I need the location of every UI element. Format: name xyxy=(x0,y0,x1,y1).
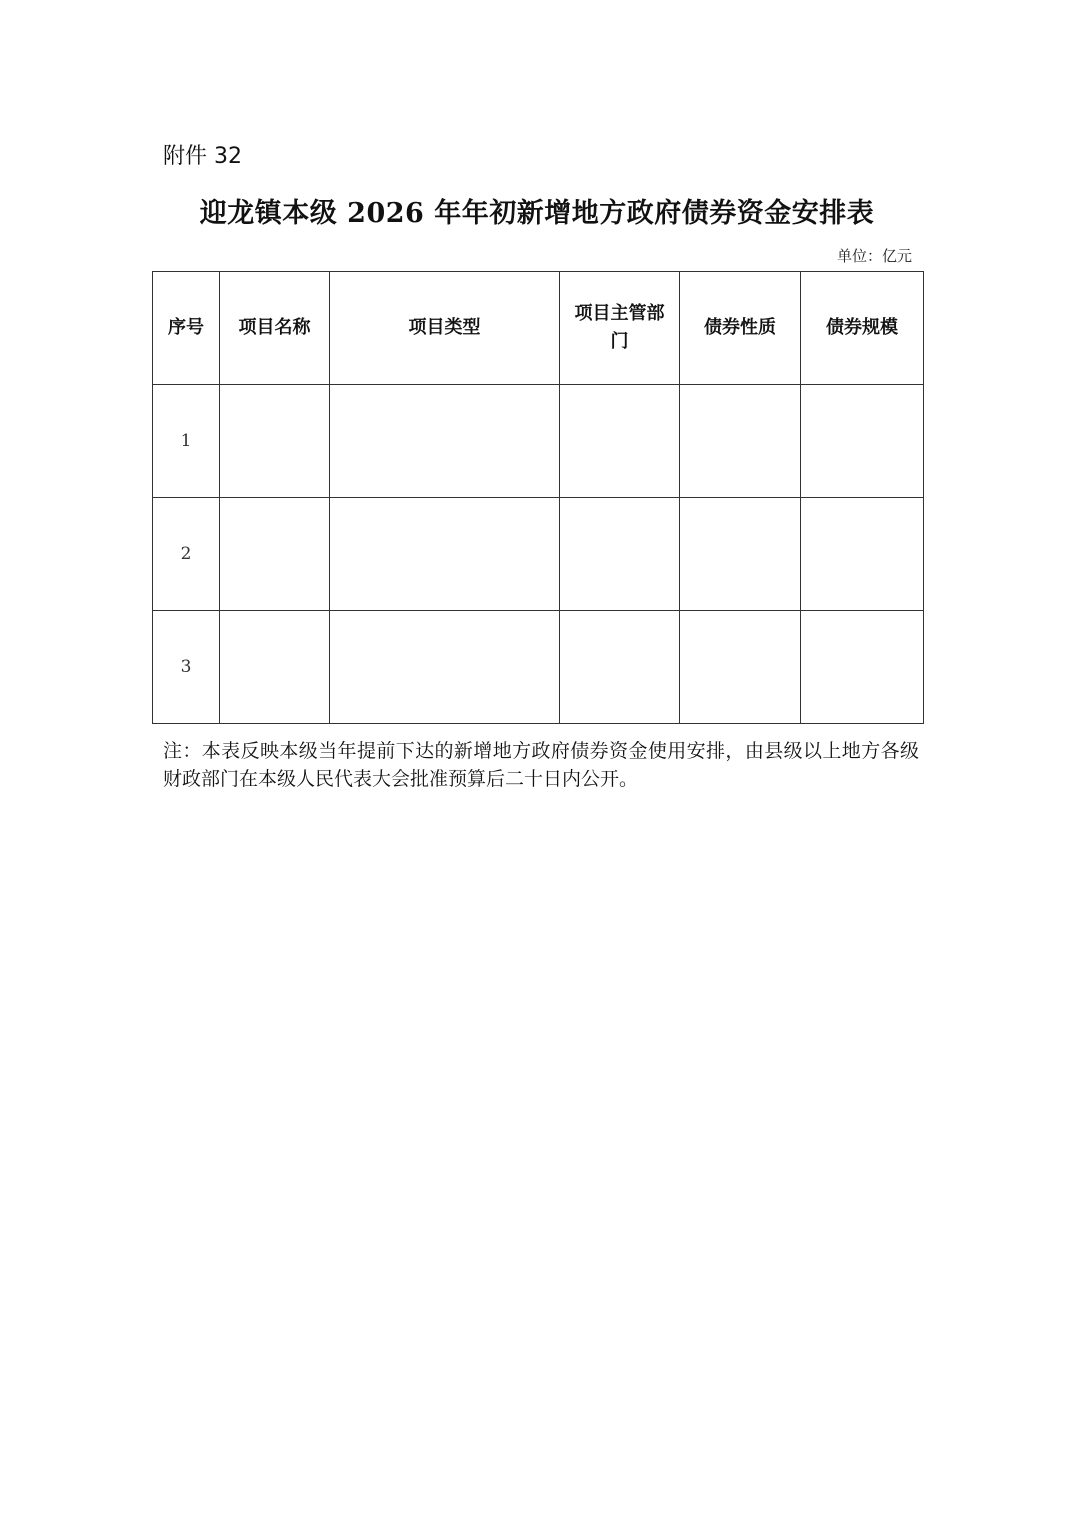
cell-serial-number: 1 xyxy=(153,385,220,498)
header-bond-nature: 债券性质 xyxy=(680,272,801,385)
header-project-name: 项目名称 xyxy=(220,272,330,385)
cell-bond-scale xyxy=(801,498,924,611)
cell-project-name xyxy=(220,498,330,611)
cell-bond-nature xyxy=(680,498,801,611)
cell-supervising-department xyxy=(560,498,680,611)
cell-project-name xyxy=(220,385,330,498)
cell-serial-number: 2 xyxy=(153,498,220,611)
header-serial-number: 序号 xyxy=(153,272,220,385)
debt-allocation-table xyxy=(152,271,924,724)
document-title: 迎龙镇本级 2026 年年初新增地方政府债券资金安排表 xyxy=(199,198,875,229)
cell-supervising-department xyxy=(560,385,680,498)
table-header-row xyxy=(153,272,924,385)
cell-bond-scale xyxy=(801,385,924,498)
table-row xyxy=(153,385,924,498)
table-row xyxy=(153,498,924,611)
cell-project-type xyxy=(330,385,560,498)
cell-bond-nature xyxy=(680,385,801,498)
cell-bond-nature xyxy=(680,611,801,724)
cell-supervising-department xyxy=(560,611,680,724)
cell-serial-number: 3 xyxy=(153,611,220,724)
header-bond-scale: 债券规模 xyxy=(801,272,924,385)
table-row xyxy=(153,611,924,724)
cell-project-type xyxy=(330,611,560,724)
cell-bond-scale xyxy=(801,611,924,724)
attachment-label: 附件 32 xyxy=(163,144,242,169)
table-note: 注：本表反映本级当年提前下达的新增地方政府债券资金使用安排，由县级以上地方各级财政部门在本级人民代表大会批准预算后二十日内公开。 xyxy=(163,740,919,790)
header-project-type: 项目类型 xyxy=(330,272,560,385)
header-supervising-department: 项目主管部门 xyxy=(560,272,680,385)
cell-project-name xyxy=(220,611,330,724)
unit-label: 单位：亿元 xyxy=(836,247,912,265)
cell-project-type xyxy=(330,498,560,611)
